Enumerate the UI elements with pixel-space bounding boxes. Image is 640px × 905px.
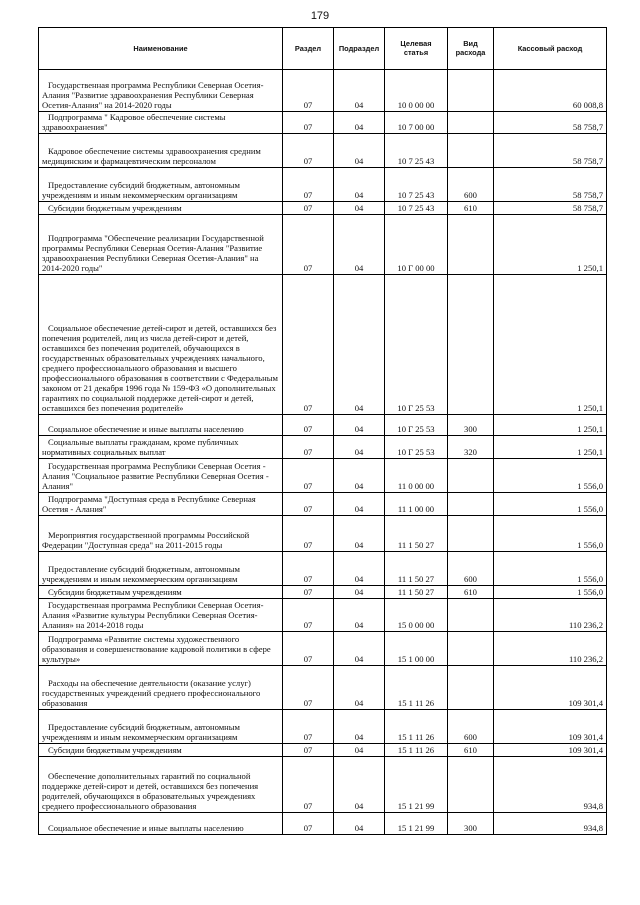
row-name: Расходы на обеспечение деятельности (оказание услуг) государственных учреждений среднего профессионального образования <box>39 666 283 710</box>
row-subsection: 04 <box>334 599 385 632</box>
row-section: 07 <box>283 586 334 599</box>
table-row <box>39 757 607 813</box>
row-subsection: 04 <box>334 459 385 493</box>
table-row <box>39 275 607 415</box>
row-amount: 1 556,0 <box>494 493 607 516</box>
row-type <box>448 493 494 516</box>
row-target: 15 1 00 00 <box>385 632 448 666</box>
row-type <box>448 599 494 632</box>
row-amount: 1 250,1 <box>494 436 607 459</box>
row-type: 610 <box>448 586 494 599</box>
row-amount: 1 250,1 <box>494 415 607 436</box>
table-row <box>39 666 607 710</box>
row-subsection: 04 <box>334 813 385 835</box>
row-target: 11 0 00 00 <box>385 459 448 493</box>
row-type: 600 <box>448 168 494 202</box>
row-target: 10 7 00 00 <box>385 112 448 134</box>
row-type <box>448 215 494 275</box>
row-target: 15 1 11 26 <box>385 710 448 744</box>
row-subsection: 04 <box>334 134 385 168</box>
row-name: Предоставление субсидий бюджетным, автономным учреждениям и иным некоммерческим организациям <box>39 168 283 202</box>
row-type: 300 <box>448 813 494 835</box>
row-target: 11 1 50 27 <box>385 552 448 586</box>
row-name: Государственная программа Республики Северная Осетия - Алания "Социальное развитие Республики Северная Осетия - Алания" <box>39 459 283 493</box>
header-section: Раздел <box>283 28 334 70</box>
header-name: Наименование <box>39 28 283 70</box>
row-subsection: 04 <box>334 586 385 599</box>
table-row <box>39 168 607 202</box>
row-type <box>448 134 494 168</box>
row-amount: 60 008,8 <box>494 70 607 112</box>
row-target: 11 1 00 00 <box>385 493 448 516</box>
table-row <box>39 586 607 599</box>
row-amount: 109 301,4 <box>494 710 607 744</box>
row-section: 07 <box>283 275 334 415</box>
row-subsection: 04 <box>334 516 385 552</box>
row-name: Подпрограмма «Развитие системы художественного образования и совершенствование кадровой политики в сфере культуры» <box>39 632 283 666</box>
row-section: 07 <box>283 493 334 516</box>
table-row <box>39 202 607 215</box>
table-row <box>39 70 607 112</box>
row-target: 10 Г 25 53 <box>385 275 448 415</box>
row-subsection: 04 <box>334 202 385 215</box>
row-type: 600 <box>448 552 494 586</box>
row-target: 10 0 00 00 <box>385 70 448 112</box>
row-name: Предоставление субсидий бюджетным, автономным учреждениям и иным некоммерческим организациям <box>39 710 283 744</box>
row-subsection: 04 <box>334 415 385 436</box>
row-section: 07 <box>283 112 334 134</box>
header-subsection: Подраздел <box>334 28 385 70</box>
row-section: 07 <box>283 744 334 757</box>
row-amount: 58 758,7 <box>494 168 607 202</box>
row-subsection: 04 <box>334 710 385 744</box>
row-target: 10 Г 00 00 <box>385 215 448 275</box>
row-amount: 109 301,4 <box>494 744 607 757</box>
table-row <box>39 516 607 552</box>
row-subsection: 04 <box>334 493 385 516</box>
row-section: 07 <box>283 459 334 493</box>
row-amount: 110 236,2 <box>494 599 607 632</box>
row-subsection: 04 <box>334 275 385 415</box>
row-target: 15 1 21 99 <box>385 813 448 835</box>
row-target: 15 0 00 00 <box>385 599 448 632</box>
table-header-row <box>39 28 607 70</box>
header-target-article: Целевая статья <box>385 28 448 70</box>
table-row <box>39 599 607 632</box>
row-name: Социальное обеспечение детей-сирот и детей, оставшихся без попечения родителей, лиц из числа детей-сирот и детей, оставшихся без попечения родителей, обучающихся в государственных образовательных учреждениях начального, среднего профессионального образования и высшего профессионального образования в соответствии с Федеральным законом от 21 декабря 1996 года № 159-ФЗ «О дополнительных гарантиях по социальной поддержке детей-сирот и детей, оставшихся без попечения родителей» <box>39 275 283 415</box>
row-amount: 934,8 <box>494 813 607 835</box>
row-name: Предоставление субсидий бюджетным, автономным учреждениям и иным некоммерческим организациям <box>39 552 283 586</box>
row-section: 07 <box>283 516 334 552</box>
row-section: 07 <box>283 599 334 632</box>
row-subsection: 04 <box>334 168 385 202</box>
row-section: 07 <box>283 168 334 202</box>
row-name: Социальное обеспечение и иные выплаты населению <box>39 415 283 436</box>
row-type <box>448 112 494 134</box>
row-type <box>448 459 494 493</box>
row-section: 07 <box>283 666 334 710</box>
row-amount: 1 250,1 <box>494 215 607 275</box>
row-subsection: 04 <box>334 70 385 112</box>
row-target: 15 1 11 26 <box>385 666 448 710</box>
budget-table <box>38 27 607 835</box>
row-name: Социальное обеспечение и иные выплаты населению <box>39 813 283 835</box>
row-section: 07 <box>283 710 334 744</box>
table-row <box>39 134 607 168</box>
row-type <box>448 70 494 112</box>
row-type: 610 <box>448 744 494 757</box>
table-row <box>39 459 607 493</box>
page-number: 179 <box>310 10 330 22</box>
row-subsection: 04 <box>334 666 385 710</box>
row-type: 600 <box>448 710 494 744</box>
row-name: Государственная программа Республики Северная Осетия-Алания "Развитие здравоохранения Республики Северная Осетия-Алания" на 2014-2020 годы <box>39 70 283 112</box>
row-name: Субсидии бюджетным учреждениям <box>39 744 283 757</box>
row-section: 07 <box>283 70 334 112</box>
table-row <box>39 112 607 134</box>
row-target: 15 1 11 26 <box>385 744 448 757</box>
row-name: Обеспечение дополнительных гарантий по социальной поддержке детей-сирот и детей, оставшихся без попечения родителей, обучающихся в образовательных учреждениях среднего профессионального образования <box>39 757 283 813</box>
row-target: 10 7 25 43 <box>385 168 448 202</box>
row-type <box>448 757 494 813</box>
table-row <box>39 813 607 835</box>
table-row <box>39 632 607 666</box>
row-type: 320 <box>448 436 494 459</box>
row-amount: 934,8 <box>494 757 607 813</box>
row-subsection: 04 <box>334 757 385 813</box>
row-amount: 1 556,0 <box>494 516 607 552</box>
row-type: 610 <box>448 202 494 215</box>
row-name: Подпрограмма " Кадровое обеспечение системы здравоохранения" <box>39 112 283 134</box>
row-section: 07 <box>283 813 334 835</box>
row-type <box>448 516 494 552</box>
row-section: 07 <box>283 202 334 215</box>
table-row <box>39 710 607 744</box>
header-cash-expense: Кассовый расход <box>494 28 607 70</box>
row-section: 07 <box>283 415 334 436</box>
row-subsection: 04 <box>334 632 385 666</box>
table-row <box>39 215 607 275</box>
row-name: Кадровое обеспечение системы здравоохранения средним медицинским и фармацевтическим персоналом <box>39 134 283 168</box>
table-row <box>39 415 607 436</box>
row-type: 300 <box>448 415 494 436</box>
row-subsection: 04 <box>334 112 385 134</box>
row-name: Государственная программа Республики Северная Осетия-Алания «Развитие культуры Республики Северная Осетия-Алания» на 2014-2018 годы <box>39 599 283 632</box>
table-row <box>39 493 607 516</box>
row-name: Социальные выплаты гражданам, кроме публичных нормативных социальных выплат <box>39 436 283 459</box>
row-subsection: 04 <box>334 215 385 275</box>
row-amount: 58 758,7 <box>494 202 607 215</box>
row-amount: 110 236,2 <box>494 632 607 666</box>
row-name: Субсидии бюджетным учреждениям <box>39 202 283 215</box>
row-target: 11 1 50 27 <box>385 586 448 599</box>
row-target: 11 1 50 27 <box>385 516 448 552</box>
row-amount: 58 758,7 <box>494 112 607 134</box>
header-expense-type: Вид расхода <box>448 28 494 70</box>
row-name: Мероприятия государственной программы Российской Федерации "Доступная среда" на 2011-2015 годы <box>39 516 283 552</box>
row-target: 10 Г 25 53 <box>385 415 448 436</box>
table-row <box>39 552 607 586</box>
table-row <box>39 436 607 459</box>
row-amount: 1 556,0 <box>494 459 607 493</box>
row-name: Подпрограмма "Доступная среда в Республике Северная Осетия - Алания" <box>39 493 283 516</box>
row-name: Субсидии бюджетным учреждениям <box>39 586 283 599</box>
row-type <box>448 666 494 710</box>
row-type <box>448 632 494 666</box>
row-name: Подпрограмма "Обеспечение реализации Государственной программы Республики Северная Осетия-Алания "Развитие здравоохранения Республики Северная Осетия-Алания" на 2014-2020 годы" <box>39 215 283 275</box>
row-amount: 58 758,7 <box>494 134 607 168</box>
row-amount: 1 250,1 <box>494 275 607 415</box>
row-target: 10 Г 25 53 <box>385 436 448 459</box>
row-target: 10 7 25 43 <box>385 202 448 215</box>
row-target: 10 7 25 43 <box>385 134 448 168</box>
row-subsection: 04 <box>334 744 385 757</box>
row-subsection: 04 <box>334 436 385 459</box>
row-amount: 1 556,0 <box>494 586 607 599</box>
row-section: 07 <box>283 436 334 459</box>
row-section: 07 <box>283 215 334 275</box>
row-target: 15 1 21 99 <box>385 757 448 813</box>
row-subsection: 04 <box>334 552 385 586</box>
row-section: 07 <box>283 552 334 586</box>
table-row <box>39 744 607 757</box>
row-amount: 109 301,4 <box>494 666 607 710</box>
row-type <box>448 275 494 415</box>
row-amount: 1 556,0 <box>494 552 607 586</box>
row-section: 07 <box>283 632 334 666</box>
row-section: 07 <box>283 757 334 813</box>
row-section: 07 <box>283 134 334 168</box>
